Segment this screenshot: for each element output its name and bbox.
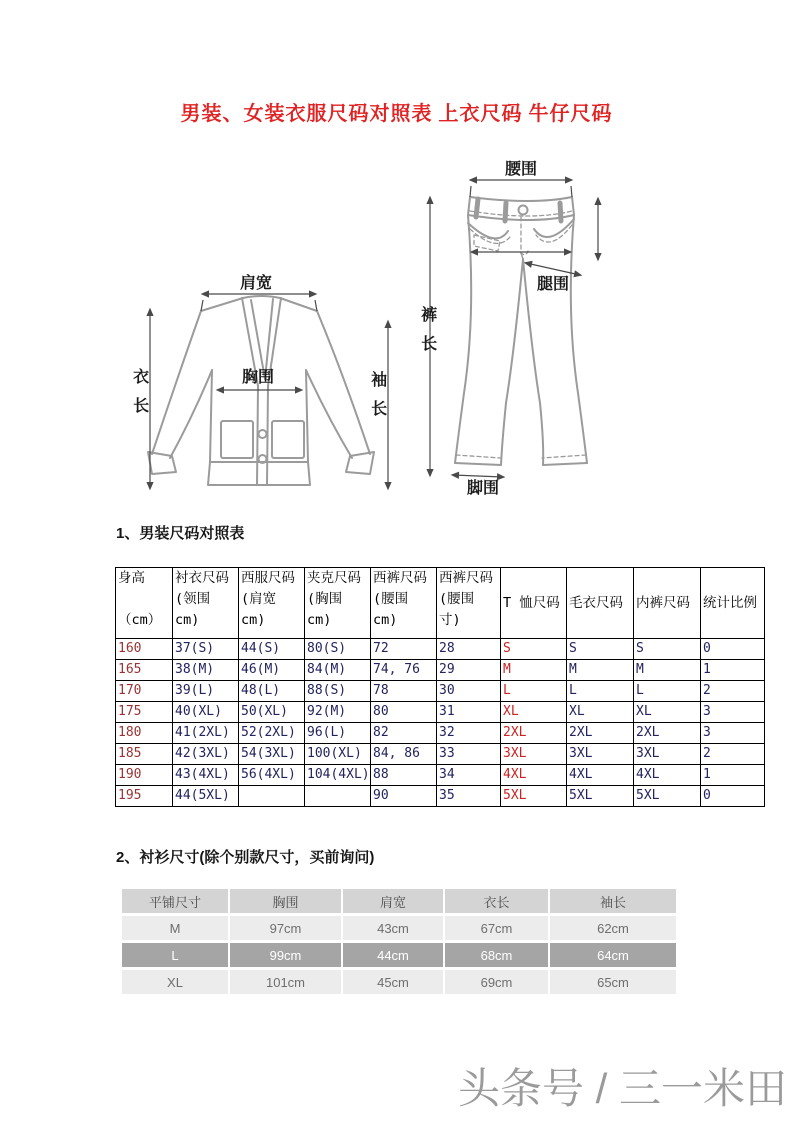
mens-table-cell: 90 xyxy=(371,786,437,807)
mens-table-cell xyxy=(239,786,305,807)
mens-table-cell xyxy=(305,786,371,807)
mens-table-cell: 2 xyxy=(701,681,765,702)
shirt-table-cell: 44cm xyxy=(343,943,443,967)
shirt-table-cell: 67cm xyxy=(445,916,548,940)
mens-table-cell: XL xyxy=(501,702,567,723)
mens-table-cell: 84, 86 xyxy=(371,744,437,765)
shirt-table-column-header: 平铺尺寸 xyxy=(122,889,228,913)
size-diagrams xyxy=(0,150,793,535)
mens-table-row xyxy=(116,702,765,723)
shirt-size-table-body xyxy=(122,916,676,994)
mens-table-cell: 2 xyxy=(701,744,765,765)
mens-table-column-header: 毛衣尺码 xyxy=(567,568,634,639)
mens-table-cell: 2XL xyxy=(567,723,634,744)
mens-table-column-header: 西裤尺码 (腰围 寸) xyxy=(437,568,501,639)
mens-table-row xyxy=(116,681,765,702)
shirt-table-cell: 45cm xyxy=(343,970,443,994)
page-title: 男装、女装衣服尺码对照表 上衣尺码 牛仔尺码 xyxy=(180,103,613,125)
shirt-size-table xyxy=(120,886,678,997)
shirt-table-column-header: 袖长 xyxy=(550,889,676,913)
shirt-table-row xyxy=(122,943,676,967)
mens-table-cell: 195 xyxy=(116,786,173,807)
mens-table-column-header: 衬衣尺码 (领围 cm) xyxy=(173,568,239,639)
mens-table-cell: 160 xyxy=(116,639,173,660)
mens-table-cell: 170 xyxy=(116,681,173,702)
shirt-table-row xyxy=(122,916,676,940)
mens-table-cell: 46(M) xyxy=(239,660,305,681)
shirt-table-cell: 43cm xyxy=(343,916,443,940)
mens-table-row xyxy=(116,639,765,660)
mens-size-table-body xyxy=(116,639,765,807)
mens-table-cell: 175 xyxy=(116,702,173,723)
mens-table-cell: 165 xyxy=(116,660,173,681)
shirt-table-cell: 97cm xyxy=(230,916,341,940)
shirt-table-column-header: 胸围 xyxy=(230,889,341,913)
mens-table-column-header: 统计比例 xyxy=(701,568,765,639)
mens-table-cell: 3 xyxy=(701,723,765,744)
mens-table-row xyxy=(116,786,765,807)
mens-table-cell: L xyxy=(634,681,701,702)
mens-table-row xyxy=(116,723,765,744)
watermark: 头条号 / 三一米田 xyxy=(457,1065,787,1112)
mens-table-cell: 43(4XL) xyxy=(173,765,239,786)
mens-table-column-header: 西服尺码 (肩宽 cm) xyxy=(239,568,305,639)
shirt-table-cell: 62cm xyxy=(550,916,676,940)
mens-table-cell: 31 xyxy=(437,702,501,723)
mens-table-cell: 38(M) xyxy=(173,660,239,681)
shirt-table-cell: 65cm xyxy=(550,970,676,994)
mens-table-column-header: 夹克尺码 (胸围 cm) xyxy=(305,568,371,639)
mens-table-cell: 40(XL) xyxy=(173,702,239,723)
mens-table-cell: 44(5XL) xyxy=(173,786,239,807)
mens-table-cell: 1 xyxy=(701,765,765,786)
mens-table-cell: 80 xyxy=(371,702,437,723)
mens-table-cell: 180 xyxy=(116,723,173,744)
mens-table-cell: 3XL xyxy=(501,744,567,765)
mens-table-row xyxy=(116,765,765,786)
jacket-diagram xyxy=(118,266,408,516)
mens-table-cell: 5XL xyxy=(567,786,634,807)
mens-table-cell: 82 xyxy=(371,723,437,744)
mens-table-cell: 37(S) xyxy=(173,639,239,660)
mens-table-cell: 32 xyxy=(437,723,501,744)
jeans-leg-opening-label: 脚围 xyxy=(467,480,500,497)
mens-table-column-header: 身高 （cm） xyxy=(116,568,173,639)
jeans-waist-label: 腰围 xyxy=(505,161,538,178)
mens-table-cell: 3XL xyxy=(634,744,701,765)
mens-table-cell: S xyxy=(501,639,567,660)
mens-table-cell: 42(3XL) xyxy=(173,744,239,765)
shirt-table-row xyxy=(122,970,676,994)
jacket-sleeve-length-label: 袖长 xyxy=(368,371,386,429)
section2-heading: 2、衬衫尺寸(除个别款尺寸，买前询问) xyxy=(116,849,375,866)
mens-table-cell: 34 xyxy=(437,765,501,786)
shirt-table-column-header: 肩宽 xyxy=(343,889,443,913)
mens-table-row xyxy=(116,660,765,681)
mens-table-cell: 4XL xyxy=(567,765,634,786)
mens-table-cell: 88(S) xyxy=(305,681,371,702)
mens-size-table xyxy=(115,567,765,807)
mens-table-cell: 3 xyxy=(701,702,765,723)
shirt-table-cell: 101cm xyxy=(230,970,341,994)
mens-table-cell: 96(L) xyxy=(305,723,371,744)
mens-table-cell: 48(L) xyxy=(239,681,305,702)
mens-table-cell: M xyxy=(634,660,701,681)
mens-table-cell: 29 xyxy=(437,660,501,681)
mens-table-column-header: 内裤尺码 xyxy=(634,568,701,639)
jeans-diagram xyxy=(408,153,663,518)
shirt-table-cell: L xyxy=(122,943,228,967)
mens-table-cell: 39(L) xyxy=(173,681,239,702)
jacket-coat-length-label: 衣长 xyxy=(130,368,148,426)
mens-table-cell: 56(4XL) xyxy=(239,765,305,786)
mens-table-cell: 52(2XL) xyxy=(239,723,305,744)
mens-table-cell: 50(XL) xyxy=(239,702,305,723)
mens-table-cell: L xyxy=(501,681,567,702)
mens-table-cell: XL xyxy=(634,702,701,723)
shirt-table-cell: XL xyxy=(122,970,228,994)
mens-table-cell: 104(4XL) xyxy=(305,765,371,786)
mens-table-cell: M xyxy=(567,660,634,681)
shirt-size-table-head-row xyxy=(122,889,676,913)
mens-table-cell: 4XL xyxy=(501,765,567,786)
mens-table-cell: 41(2XL) xyxy=(173,723,239,744)
mens-table-cell: 35 xyxy=(437,786,501,807)
mens-table-column-header: T 恤尺码 xyxy=(501,568,567,639)
mens-table-cell: 3XL xyxy=(567,744,634,765)
mens-table-cell: 80(S) xyxy=(305,639,371,660)
mens-table-cell: 88 xyxy=(371,765,437,786)
mens-table-cell: 4XL xyxy=(634,765,701,786)
shirt-table-cell: 64cm xyxy=(550,943,676,967)
mens-table-cell: 185 xyxy=(116,744,173,765)
mens-table-cell: 44(S) xyxy=(239,639,305,660)
mens-table-cell: 2XL xyxy=(501,723,567,744)
mens-table-cell: 2XL xyxy=(634,723,701,744)
mens-table-cell: 1 xyxy=(701,660,765,681)
mens-table-cell: 5XL xyxy=(501,786,567,807)
mens-table-column-header: 西裤尺码 (腰围 cm) xyxy=(371,568,437,639)
mens-table-cell: 28 xyxy=(437,639,501,660)
jacket-shoulder-width-label: 肩宽 xyxy=(240,275,273,292)
mens-table-cell: 72 xyxy=(371,639,437,660)
mens-table-cell: 190 xyxy=(116,765,173,786)
jeans-pants-length-label: 裤长 xyxy=(418,306,436,364)
jeans-thigh-label: 腿围 xyxy=(537,276,570,293)
mens-table-cell: 92(M) xyxy=(305,702,371,723)
mens-table-cell: 100(XL) xyxy=(305,744,371,765)
mens-table-cell: 78 xyxy=(371,681,437,702)
mens-table-cell: S xyxy=(567,639,634,660)
mens-table-cell: M xyxy=(501,660,567,681)
mens-table-cell: 74, 76 xyxy=(371,660,437,681)
jeans-outline xyxy=(455,197,587,465)
mens-table-cell: 0 xyxy=(701,786,765,807)
shirt-table-cell: M xyxy=(122,916,228,940)
mens-table-row xyxy=(116,744,765,765)
mens-size-table-head-row xyxy=(116,568,765,639)
mens-table-cell: XL xyxy=(567,702,634,723)
mens-table-cell: 33 xyxy=(437,744,501,765)
mens-table-cell: 84(M) xyxy=(305,660,371,681)
mens-table-cell: 0 xyxy=(701,639,765,660)
shirt-table-cell: 99cm xyxy=(230,943,341,967)
mens-table-cell: 54(3XL) xyxy=(239,744,305,765)
mens-table-cell: L xyxy=(567,681,634,702)
shirt-table-cell: 68cm xyxy=(445,943,548,967)
section1-heading: 1、男装尺码对照表 xyxy=(116,525,245,542)
shirt-table-column-header: 衣长 xyxy=(445,889,548,913)
jacket-chest-label: 胸围 xyxy=(242,369,275,386)
mens-table-cell: 5XL xyxy=(634,786,701,807)
mens-table-cell: S xyxy=(634,639,701,660)
shirt-table-cell: 69cm xyxy=(445,970,548,994)
mens-table-cell: 30 xyxy=(437,681,501,702)
